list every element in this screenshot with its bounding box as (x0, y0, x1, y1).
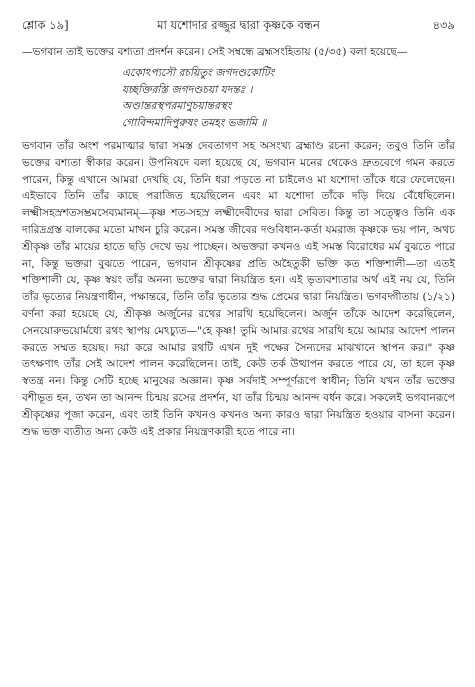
chapter-title: মা যশোদার রজ্জুর দ্বারা কৃষ্ণকে বন্ধন (157, 18, 320, 32)
page-header (22, 16, 455, 34)
intro-paragraph: —ভগবান তাই ভক্তের বশ্যতা প্রদর্শন করেন। সেই সম্বন্ধে ব্রহ্মসংহিতায় (৫/৩৫) বলা হয়েছে— (22, 46, 408, 58)
page-number: ৪৩৯ (432, 18, 455, 32)
verse-line: যচ্ছক্তিরস্তি জগদণ্ডচয়া যদন্তঃ । (122, 83, 253, 96)
body-text (22, 44, 455, 440)
purport-paragraph: ভগবান তাঁর অংশ পরমাত্মার দ্বারা সমস্ত দেবতাগণ সহ অসংখ্য ব্রহ্মাণ্ড রচনা করেন; তবুও তিনি তাঁর ভক্তের বশ্যতা স্বীকার করেন। উপনিষদে বলা হয়েছে যে, ভগবান মনের থেকেও দ্রুতবেগে গমন করতে পারেন, কিন্তু এখানে আমরা দেখছি যে, তিনি ধরা পড়তে না চাইলেও মা যশোদা তাঁকে ধরে ফেলেছেন। এইভাবে তিনি তাঁর কাছে পরাজিত হয়েছিলেন এবং মা যশোদা তাঁকে দড়ি দিয়ে বেঁধেছিলেন। লক্ষ্মীসহস্রশতসম্ভ্রমসেব্যমানম্—কৃষ্ণ শত-সহস্র লক্ষ্মীদেবীদের দ্বারা সেবিত। কিন্তু তা সত্ত্বেও তিনি এক দারিদ্রগ্রস্ত বালকের মতো মাখন চুরি করেন। সমস্ত জীবের দণ্ডবিধান-কর্তা যমরাজ কৃষ্ণকে ভয় পান, অথচ শ্রীকৃষ্ণ তাঁর মায়ের হাতে ছড়ি দেখে ভয় পাচ্ছেন। অভক্তরা কখনও এই সমস্ত বিরোধের মর্ম বুঝতে পারে না, কিন্তু ভক্তরা বুঝতে পারেন, ভগবান শ্রীকৃষ্ণের প্রতি অহৈতুকী ভক্তি কত শক্তিশালী—তা এতই শক্তিশালী যে, কৃষ্ণ স্বয়ং তাঁর অনন্য ভক্তের দ্বারা নিয়ন্ত্রিত হন। এই ভৃত্যবশ্যতার অর্থ এই নয় যে, তিনি তাঁর ভৃত্যের নিয়ন্ত্রণাধীন, পক্ষান্তরে, তিনি তাঁর ভৃত্যের শুদ্ধ প্রেমের দ্বারা নিয়ন্ত্রিত। ভগবদ্গীতায় (১/২১) বর্ণনা করা হয়েছে যে, শ্রীকৃষ্ণ অর্জুনের রথের সারথি হয়েছিলেন। অর্জুন তাঁকে আদেশ করেছিলেন, সেনয়োরুভয়োর্মধ্যে রথং স্থাপয় মেঽচ্যুত—"হে কৃষ্ণ! তুমি আমার রথের সারথি হয়ে আমার আদেশ পালন করতে সম্মত হয়েছ। দয়া করে আমার রথটি এখন দুই পক্ষের সৈন্যদের মাঝখানে স্থাপন কর।" কৃষ্ণ তৎক্ষণাৎ তাঁর সেই আদেশ পালন করেছিলেন। তাই, কেউ তর্ক উত্থাপন করতে পারে যে, তা হলে কৃষ্ণ স্বতন্ত্র নন। কিন্তু সেটি হচ্ছে মানুষের অজ্ঞান। কৃষ্ণ সর্বদাই সম্পূর্ণরূপে স্বাধীন; তিনি যখন তাঁর ভক্তের বশীভূত হন, তখন তা আনন্দ চিন্ময় রসের প্রদর্শন, যা তাঁর চিন্ময় আনন্দ বর্ধন করে। সকলেই ভগবানরূপে শ্রীকৃষ্ণের পূজা করেন, এবং তাই তিনি কখনও কখনও অন্য কারও দ্বারা নিয়ন্ত্রিত হওয়ার বাসনা করেন। শুদ্ধ ভক্ত ব্যতীত অন্য কেউ এই প্রকার নিয়ন্ত্রণকারী হতে পারে না। (22, 139, 455, 438)
sanskrit-verse (22, 65, 455, 132)
verse-line: অণ্ডান্তরস্থপরমাণুচয়ান্তরস্থং (122, 100, 232, 113)
verse-line: গোবিন্দমাদিপুরুষং তমহং ভজামি ॥ (122, 117, 267, 130)
verse-line: একোঽপ্যসৌ রচয়িতুং জগদণ্ডকোটিং (122, 66, 275, 79)
verse-label: শ্লোক ১৯] (22, 18, 69, 32)
